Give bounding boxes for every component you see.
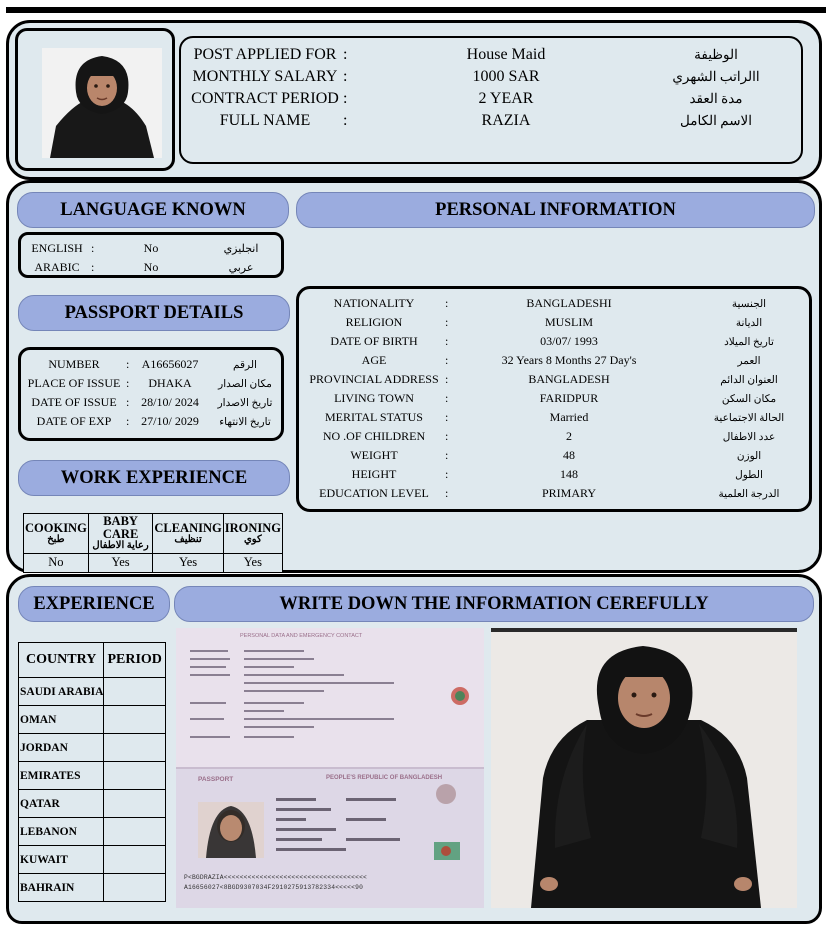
work-skill-value: Yes: [88, 553, 153, 572]
header-row: [181, 110, 801, 132]
country-header: COUNTRY: [19, 643, 104, 678]
instruction-title: WRITE DOWN THE INFORMATION CEREFULLY: [174, 586, 814, 622]
country-row: [19, 846, 166, 874]
work-header-row: [24, 514, 283, 554]
candidate-photo: [42, 48, 162, 158]
personal-label: HEIGHT: [351, 467, 397, 481]
period-cell: [104, 762, 166, 790]
work-skill-header: [88, 514, 153, 554]
personal-value: PRIMARY: [541, 486, 597, 500]
colon: :: [445, 334, 449, 348]
work-skill-header: [24, 514, 89, 554]
personal-arabic: العنوان الدائم: [720, 374, 778, 386]
header-panel: [6, 20, 822, 180]
work-skill-header: [223, 514, 282, 554]
country-name: SAUDI ARABIA: [19, 678, 104, 706]
personal-row: [299, 389, 809, 408]
header-value: House Maid: [466, 46, 546, 63]
language-label: ENGLISH: [31, 240, 83, 255]
language-row: [21, 239, 281, 257]
language-label: ARABIC: [34, 259, 80, 274]
personal-label: WEIGHT: [350, 448, 398, 462]
personal-label: PROVINCIAL ADDRESS: [309, 372, 439, 386]
colon: :: [445, 486, 449, 500]
colon: :: [91, 259, 95, 274]
personal-value: 32 Years 8 Months 27 Day's: [501, 353, 637, 367]
colon: :: [445, 391, 449, 405]
header-arabic: مدة العقد: [689, 91, 743, 106]
personal-label: NATIONALITY: [333, 296, 415, 310]
header-value: RAZIA: [481, 112, 531, 129]
photo-box: [15, 28, 175, 171]
personal-label: DATE OF BIRTH: [330, 334, 418, 348]
period-cell: [104, 706, 166, 734]
personal-value: Married: [549, 410, 589, 424]
colon: :: [126, 395, 130, 409]
personal-value: MUSLIM: [544, 315, 593, 329]
header-label: CONTRACT PERIOD: [191, 90, 339, 107]
personal-value: 2: [566, 429, 572, 443]
header-row: [181, 44, 801, 66]
personal-row: [299, 446, 809, 465]
personal-arabic: عدد الاطفال: [722, 431, 776, 443]
work-skill-value: Yes: [223, 553, 282, 572]
personal-row: [299, 332, 809, 351]
colon: :: [343, 112, 348, 129]
work-skill-name: COOKING: [25, 520, 87, 535]
colon: :: [126, 376, 130, 390]
colon: :: [445, 296, 449, 310]
language-arabic: انجليزي: [223, 242, 259, 255]
period-cell: [104, 790, 166, 818]
colon: :: [343, 90, 348, 107]
country-name: EMIRATES: [19, 762, 104, 790]
job-details-box: [179, 36, 803, 164]
personal-value: BANGLADESHI: [526, 296, 612, 310]
passport-row: [21, 374, 281, 393]
personal-title: PERSONAL INFORMATION: [296, 192, 815, 228]
passport-arabic: تاريخ الاصدار: [217, 397, 273, 409]
personal-label: EDUCATION LEVEL: [319, 486, 429, 500]
language-arabic: عربي: [228, 261, 254, 274]
passport-label: NUMBER: [48, 357, 100, 371]
personal-arabic: الدرجة العلمية: [718, 488, 780, 500]
personal-arabic: الحالة الاجتماعية: [713, 412, 785, 424]
country-row: [19, 706, 166, 734]
personal-row: [299, 427, 809, 446]
colon: :: [91, 240, 95, 255]
country-row: [19, 678, 166, 706]
personal-row: [299, 351, 809, 370]
passport-label: PLACE OF ISSUE: [27, 376, 121, 390]
passport-box: [18, 347, 284, 441]
experience-panel: [6, 574, 822, 924]
period-header: PERIOD: [104, 643, 166, 678]
header-label: POST APPLIED FOR: [193, 46, 337, 63]
header-arabic: الوظيفة: [694, 47, 738, 62]
header-arabic: االراتب الشهري: [672, 69, 760, 84]
personal-arabic: مكان السكن: [721, 393, 777, 405]
passport-label: DATE OF EXP: [36, 414, 112, 428]
top-rule: [6, 7, 826, 13]
personal-label: NO .OF CHILDREN: [322, 429, 426, 443]
work-experience-table: [23, 513, 283, 573]
header-value: 2 YEAR: [478, 90, 534, 107]
colon: :: [445, 372, 449, 386]
details-panel: [6, 180, 822, 573]
colon: :: [445, 410, 449, 424]
passport-row: [21, 355, 281, 374]
colon: :: [445, 448, 449, 462]
colon: :: [126, 414, 130, 428]
personal-arabic: الجنسية: [731, 298, 767, 310]
personal-arabic: الطول: [735, 469, 763, 481]
passport-value: A16656027: [141, 357, 199, 371]
work-title: WORK EXPERIENCE: [18, 460, 290, 496]
country-header-row: [19, 643, 166, 678]
period-cell: [104, 818, 166, 846]
work-skill-name: CLEANING: [154, 520, 222, 535]
full-body-photo: [491, 628, 797, 908]
personal-row: [299, 370, 809, 389]
work-skill-name: BABY CARE: [102, 514, 139, 542]
colon: :: [445, 353, 449, 367]
personal-label: AGE: [361, 353, 387, 367]
country-name: QATAR: [19, 790, 104, 818]
header-row: [181, 88, 801, 110]
personal-value: 148: [560, 467, 578, 481]
passport-country-label: PEOPLE'S REPUBLIC OF BANGLADESH: [326, 775, 443, 781]
country-name: OMAN: [19, 706, 104, 734]
work-skill-header: [153, 514, 223, 554]
passport-value: DHAKA: [148, 376, 192, 390]
work-value-row: [24, 553, 283, 572]
personal-box: [296, 286, 812, 512]
personal-label: RELIGION: [345, 315, 403, 329]
personal-arabic: العمر: [737, 355, 761, 367]
passport-title: PASSPORT DETAILS: [18, 295, 290, 331]
country-name: KUWAIT: [19, 846, 104, 874]
personal-row: [299, 408, 809, 427]
colon: :: [445, 315, 449, 329]
passport-arabic: تاريخ الانتهاء: [219, 416, 271, 428]
passport-value: 28/10/ 2024: [141, 395, 199, 409]
colon: :: [343, 68, 348, 85]
passport-row: [21, 393, 281, 412]
work-skill-name: IRONING: [224, 520, 281, 535]
period-cell: [104, 874, 166, 902]
country-row: [19, 874, 166, 902]
personal-value: BANGLADESH: [528, 372, 610, 386]
passport-arabic: الرقم: [233, 359, 257, 371]
passport-value: 27/10/ 2029: [141, 414, 199, 428]
work-skill-arabic: تنظيف: [174, 533, 202, 545]
personal-label: MERITAL STATUS: [325, 410, 423, 424]
language-box: [18, 232, 284, 278]
personal-arabic: الديانة: [735, 317, 763, 329]
personal-row: [299, 313, 809, 332]
country-row: [19, 734, 166, 762]
work-skill-arabic: كوي: [243, 533, 262, 545]
language-row: [21, 258, 281, 276]
colon: :: [445, 429, 449, 443]
language-title: LANGUAGE KNOWN: [17, 192, 289, 228]
personal-arabic: تاريخ الميلاد: [724, 336, 774, 348]
colon: :: [126, 357, 130, 371]
work-skill-arabic: رعاية الاطفال: [92, 540, 149, 552]
passport-mrz-line-1: P<BGDRAZIA<<<<<<<<<<<<<<<<<<<<<<<<<<<<<<<<<<<<: [184, 874, 368, 881]
personal-value: 48: [563, 448, 575, 462]
colon: :: [343, 46, 348, 63]
header-value: 1000 SAR: [472, 68, 540, 85]
personal-arabic: الوزن: [736, 450, 762, 462]
personal-value: 03/07/ 1993: [540, 334, 598, 348]
country-row: [19, 762, 166, 790]
period-cell: [104, 678, 166, 706]
passport-row: [21, 412, 281, 431]
personal-row: [299, 465, 809, 484]
passport-mrz-line-2: A16656027<8BGD9307034F2910275913782334<<<<<90: [184, 884, 364, 891]
colon: :: [445, 467, 449, 481]
work-skill-value: Yes: [153, 553, 223, 572]
period-cell: [104, 846, 166, 874]
country-row: [19, 818, 166, 846]
country-name: LEBANON: [19, 818, 104, 846]
passport-scan: [176, 628, 484, 908]
header-row: [181, 66, 801, 88]
passport-type-label: PASSPORT: [198, 776, 234, 783]
country-experience-table: [18, 642, 166, 902]
passport-label: DATE OF ISSUE: [31, 395, 117, 409]
personal-label: LIVING TOWN: [334, 391, 414, 405]
header-arabic: الاسم الكامل: [679, 113, 752, 128]
work-skill-value: No: [24, 553, 89, 572]
personal-row: [299, 294, 809, 313]
country-name: BAHRAIN: [19, 874, 104, 902]
country-row: [19, 790, 166, 818]
period-cell: [104, 734, 166, 762]
header-label: MONTHLY SALARY: [192, 68, 338, 85]
header-label: FULL NAME: [219, 112, 311, 129]
personal-row: [299, 484, 809, 503]
country-name: JORDAN: [19, 734, 104, 762]
work-skill-arabic: طبخ: [47, 533, 65, 545]
experience-title: EXPERIENCE: [18, 586, 170, 622]
language-value: No: [143, 259, 159, 274]
language-value: No: [143, 240, 159, 255]
passport-scan-heading: PERSONAL DATA AND EMERGENCY CONTACT: [240, 633, 363, 639]
passport-arabic: مكان الصدار: [218, 378, 272, 390]
personal-value: FARIDPUR: [539, 391, 599, 405]
